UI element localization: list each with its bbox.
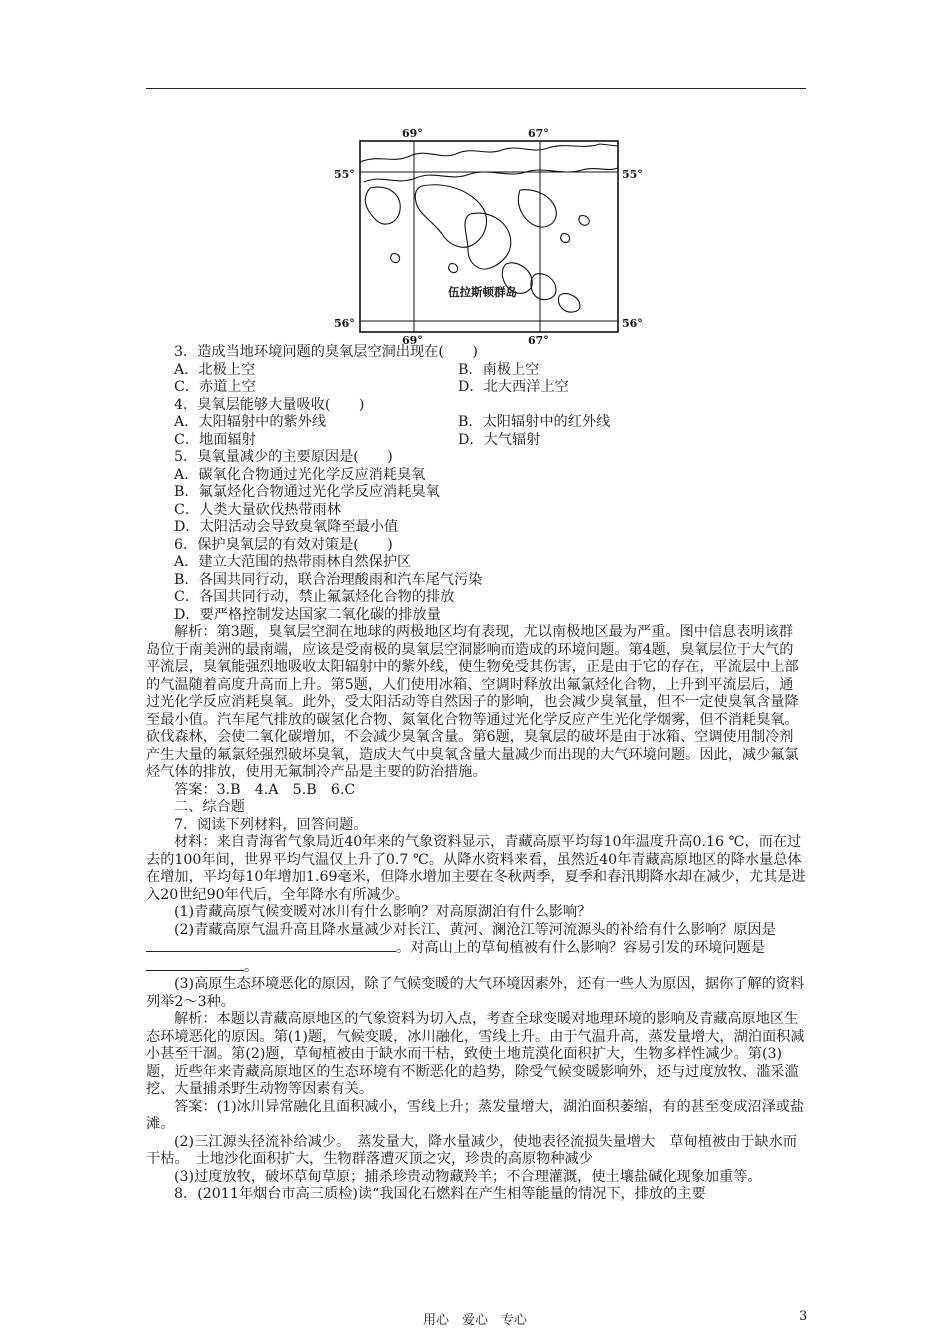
map-islet-1 — [391, 254, 400, 263]
map-lat-left-bottom: 56° — [334, 317, 355, 330]
header-rule — [146, 88, 806, 89]
map-lon-top-left: 69° — [402, 127, 423, 140]
document-body — [146, 344, 806, 1204]
q4-option-b: B．太阳辐射中的红外线 — [458, 414, 611, 430]
page-footer — [0, 1309, 950, 1329]
map-lat-right-bottom: 56° — [622, 317, 643, 330]
map-lon-top-right: 67° — [528, 127, 549, 140]
map-lon-bottom-left: 69° — [402, 334, 423, 347]
q3-option-b: B．南极上空 — [458, 361, 540, 378]
map-island-east — [518, 190, 556, 227]
map-island-south-3 — [558, 294, 580, 312]
q4-option-d: D．大气辐射 — [458, 431, 541, 448]
q7-sub2-part2: 。对高山上的草甸植被有什么影响？容易引发的环境问题是 — [396, 940, 765, 956]
q3-option-c: C．赤道上空 — [174, 379, 256, 395]
map-lat-right-top: 55° — [622, 168, 643, 181]
q7-sub3: (3)高原生态环境恶化的原因，除了气候变暖的大气环境因素外，还有一些人为原因，据你了解的资料列举2～3种。 — [146, 976, 805, 1010]
wollaston-islands-map — [330, 124, 650, 348]
q3-stem: 3．造成当地环境问题的臭氧层空洞出现在( ) — [174, 344, 478, 360]
q4-options-row1 — [146, 414, 806, 432]
q7-title: 7．阅读下列材料，回答问题。 — [174, 816, 368, 833]
answer-q7-2: (2)三江源头径流补给减少。 蒸发量大，降水量减少，使地表径流损失量增大 草甸植被由于缺水而干枯。 土地沙化面积扩大，生物群落遭灭顶之灾，珍贵的高原物种减少 — [146, 1133, 798, 1167]
map-islet-2 — [579, 216, 589, 226]
q6-option-d: D．要严格控制发达国家二氧化碳的排放量 — [174, 606, 441, 623]
q7-sub2-part1: (2)青藏高原气温升高且降水量减少对长江、黄河、澜沧江等河流源头的补给有什么影响？原因是 — [174, 921, 776, 938]
map-coastline-band — [364, 168, 618, 182]
map-lat-left-top: 55° — [334, 168, 355, 181]
section-heading: 二、综合题 — [174, 799, 245, 815]
q3-options-row1 — [146, 362, 806, 380]
q4-option-c: C．地面辐射 — [174, 431, 256, 448]
page-number: 3 — [799, 1309, 808, 1324]
q3-options-row2 — [146, 379, 806, 397]
q6-option-b: B．各国共同行动，联合治理酸雨和汽车尾气污染 — [174, 571, 483, 588]
q3-option-d: D．北大西洋上空 — [458, 379, 569, 395]
map-islet-4 — [561, 234, 570, 243]
q5-option-c: C．人类大量砍伐热带雨林 — [174, 501, 341, 518]
q5-stem: 5．臭氧量减少的主要原因是( ) — [174, 449, 393, 465]
map-islet-3 — [449, 264, 458, 273]
q7-sub2 — [146, 922, 806, 977]
q4-option-a: A．太阳辐射中的紫外线 — [174, 414, 327, 430]
analysis-q3-6: 解析：第3题，臭氧层空洞在地球的两极地区均有表现，尤以南极地区最为严重。图中信息表明该群岛位于南美洲的最南端，应该是受南极的臭氧层空洞影响而造成的环境问题。第4题，臭氧层位于大气的平流层，臭氧能强烈地吸收太阳辐射中的紫外线，使生物免受其伤害，正是由于它的存在，平流层中上部的气温随着高度升高而上升。第5题，人们使用冰箱、空调时释放出氟氯烃化合物，上升到平流层后，通过光化学反应消耗臭氧。此外，受太阳活动等自然因子的影响，也会减少臭氧量，但不一定使臭氧含量降至最小值。汽车尾气排放的碳氢化合物、氮氧化合物等通过光化学反应产生光化学烟雾，但不消耗臭氧。砍伐森林，会使二氧化碳增加，不会减少臭氧含量。第6题，臭氧层的破坏是由于冰箱、空调使用制冷剂产生大量的氟氯烃强烈破坏臭氧，造成大气中臭氧含量大量减少而出现的大气环境问题。因此，减少氟氯烃气体的排放，使用无氟制冷产品是主要的防治措施。 — [146, 624, 799, 780]
q5-option-b: B．氟氯烃化合物通过光化学反应消耗臭氧 — [174, 484, 440, 500]
map-island-west — [365, 187, 400, 224]
q8-stem: 8．(2011年烟台市高三质检)读“我国化石燃料在产生相等能量的情况下，排放的主要 — [174, 1186, 706, 1202]
q4-stem: 4．臭氧层能够大量吸收( ) — [174, 396, 365, 413]
map-island-center — [415, 185, 486, 247]
q3-option-a: A．北极上空 — [174, 361, 256, 378]
q6-option-c: C．各国共同行动，禁止氟氯烃化合物的排放 — [174, 589, 455, 605]
answer-q7-3: (3)过度放牧，破坏草甸草原；捕杀珍贵动物藏羚羊；不合理灌溉，使土壤盐碱化现象加重等。 — [174, 1168, 762, 1185]
analysis-q7: 解析：本题以青藏高原地区的气象资料为切入点，考查全球变暖对地理环境的影响及青藏高原地区生态环境恶化的原因。第(1)题，气候变暖，冰川融化，雪线上升。由于气温升高，蒸发量增大，湖泊面积减小甚至干涸。第(2)题，草甸植被由于缺水而干枯，致使土地荒漠化面积扩大，生物多样性减少。第(3)题，近些年来青藏高原地区的生态环境有不断恶化的趋势，除受气候变暖影响外，还与过度放牧、滥采滥挖、大量捕杀野生动物等因素有关。 — [146, 1011, 805, 1097]
map-coastline-north — [360, 144, 618, 162]
footer-motto: 用心 爱心 专心 — [422, 1313, 527, 1328]
q5-option-d: D．太阳活动会导致臭氧降至最小值 — [174, 519, 399, 535]
q6-stem: 6．保护臭氧层的有效对策是( ) — [174, 536, 393, 553]
map-island-label: 伍拉斯顿群岛 — [448, 285, 517, 299]
q4-options-row2 — [146, 432, 806, 450]
answer-blank-2 — [146, 958, 244, 971]
q7-material: 材料：来自青海省气象局近40年来的气象资料显示，青藏高原平均每10年温度升高0.16 ℃，而在过去的100年间，世界平均气温仅上升了0.7 ℃。从降水资料来看，虽然近40年青藏高原地区的降水量总体在增加，平均每10年增加1.69毫米，但降水增加主要在冬秋两季，夏季和春汛期降水却在减少，尤其是进入20世纪90年代后，全年降水有所减少。 — [146, 834, 806, 903]
q7-sub1: (1)青藏高原气候变暖对冰川有什么影响？对高原湖泊有什么影响？ — [174, 904, 592, 920]
answer-q7-1: 答案：(1)冰川异常融化且面积减小，雪线上升；蒸发量增大，湖泊面积萎缩，有的甚至变成沼泽或盐滩。 — [146, 1098, 805, 1132]
map-lon-bottom-right: 67° — [528, 334, 549, 347]
q6-option-a: A．建立大范围的热带雨林自然保护区 — [174, 554, 412, 570]
map-island-south-2 — [531, 274, 556, 300]
answer-blank-1 — [146, 939, 396, 952]
q7-sub2-part3: 。 — [244, 958, 259, 975]
map-island-center-2 — [465, 213, 511, 269]
answer-q3-6: 答案：3.B 4.A 5.B 6.C — [174, 781, 356, 798]
q5-option-a: A．碳氧化合物通过光化学反应消耗臭氧 — [174, 466, 426, 483]
